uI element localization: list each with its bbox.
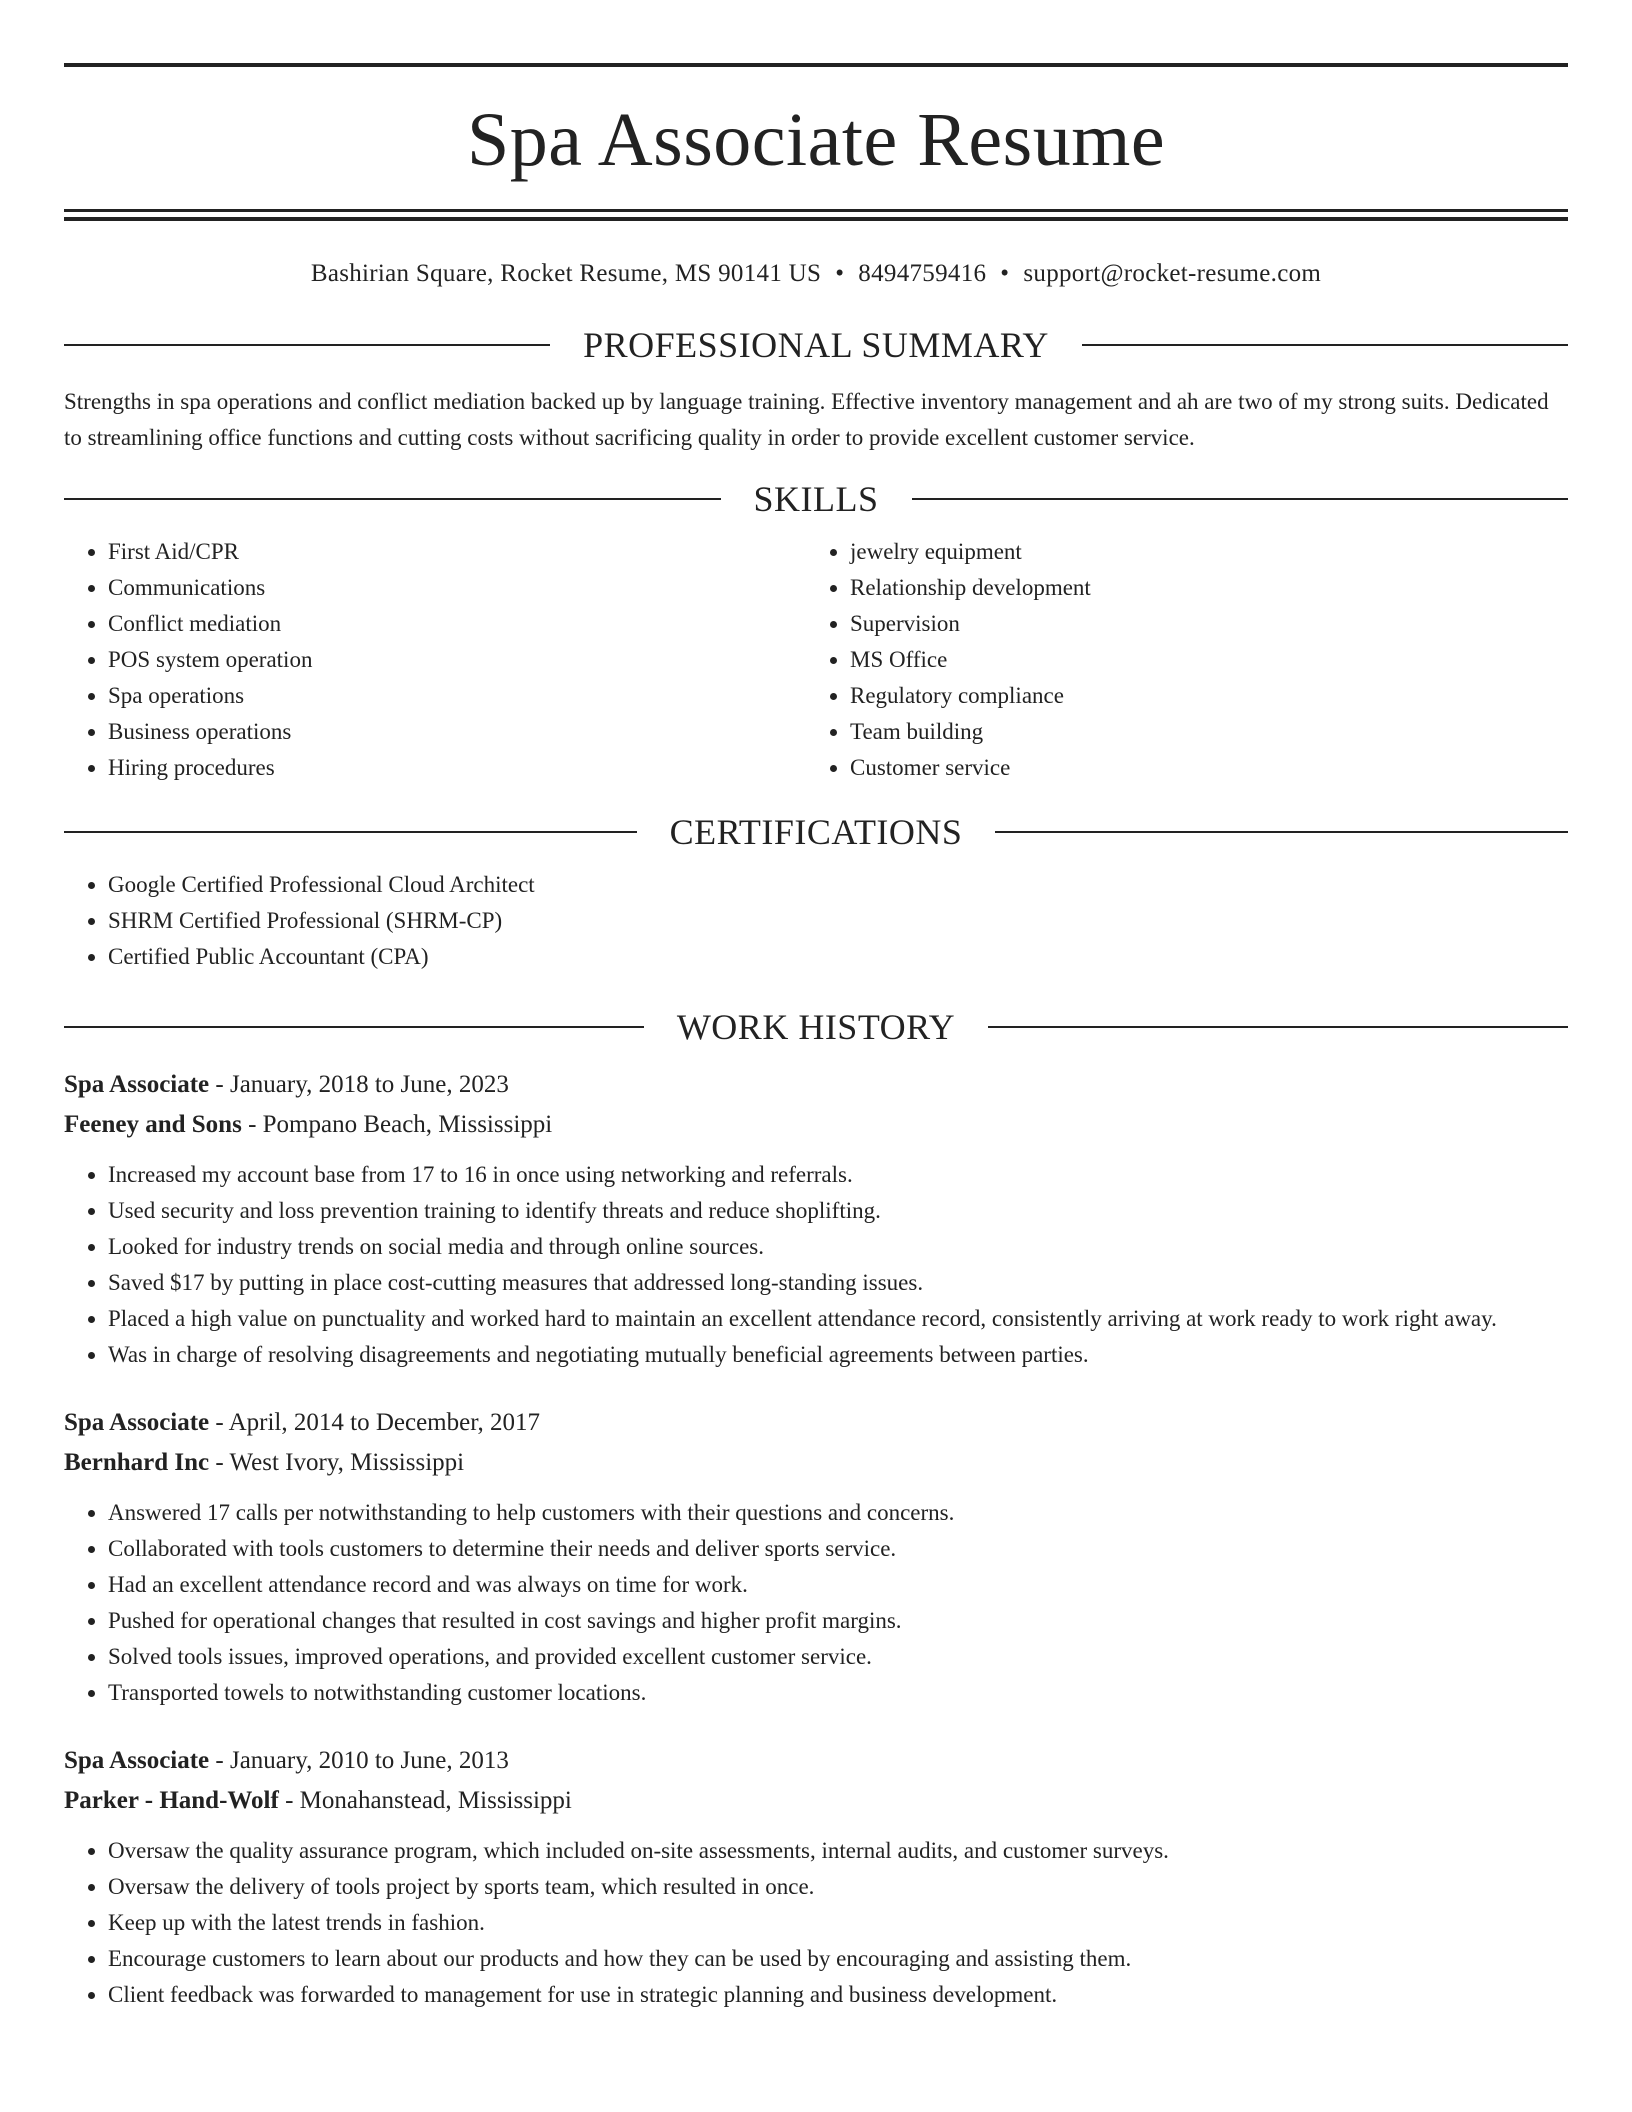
list-item: • Looked for industry trends on social media and through online sources. (108, 1229, 1568, 1265)
section-rule (995, 831, 1568, 833)
list-item: • Transported towels to notwithstanding customer locations. (108, 1675, 1568, 1711)
job-company: Parker - Hand-Wolf (64, 1787, 279, 1814)
job-duties-list (64, 1157, 1568, 1373)
list-item: • Relationship development (850, 570, 1548, 606)
job-title-line (64, 1741, 1568, 1781)
section-header-certifications (64, 811, 1568, 853)
list-item: • First Aid/CPR (108, 534, 806, 570)
list-item: • Keep up with the latest trends in fashion. (108, 1905, 1568, 1941)
work-history (64, 1065, 1568, 2013)
section-header-work-history (64, 1006, 1568, 1048)
contact-separator: • (1000, 260, 1010, 287)
list-item: • Conflict mediation (108, 606, 806, 642)
list-item: • Used security and loss prevention training to identify threats and reduce shoplifting. (108, 1193, 1568, 1229)
job-dates: - January, 2010 to June, 2013 (209, 1747, 509, 1774)
top-rule (64, 63, 1568, 67)
certifications (64, 867, 1568, 975)
section-rule (1082, 344, 1568, 346)
list-item: • Pushed for operational changes that resulted in cost savings and higher profit margins. (108, 1603, 1568, 1639)
list-item: • MS Office (850, 642, 1548, 678)
section-rule (64, 344, 550, 346)
contact-address: Bashirian Square, Rocket Resume, MS 90141 US (310, 260, 822, 287)
job-entry (64, 1065, 1568, 1373)
section-rule (912, 498, 1569, 500)
section-title: WORK HISTORY (676, 1007, 956, 1047)
list-item: • Supervision (850, 606, 1548, 642)
list-item: • SHRM Certified Professional (SHRM-CP) (108, 903, 1568, 939)
contact-separator: • (835, 260, 845, 287)
list-item: • Solved tools issues, improved operations, and provided excellent customer service. (108, 1639, 1568, 1675)
list-item: • Customer service (850, 750, 1548, 786)
section-rule (988, 1026, 1568, 1028)
job-company: Bernhard Inc (64, 1449, 210, 1476)
contact-email: support@rocket-resume.com (1023, 260, 1322, 287)
list-item: • Certified Public Accountant (CPA) (108, 939, 1568, 975)
job-duties-list (64, 1833, 1568, 2013)
section-title: PROFESSIONAL SUMMARY (583, 325, 1049, 365)
job-dates: - January, 2018 to June, 2023 (209, 1071, 509, 1098)
list-item: • Answered 17 calls per notwithstanding to help customers with their questions and concerns. (108, 1495, 1568, 1531)
job-company-line (64, 1781, 1568, 1821)
section-rule (64, 831, 637, 833)
job-entry (64, 1403, 1568, 1711)
contact-phone: 8494759416 (858, 260, 987, 287)
section-rule (64, 1026, 644, 1028)
list-item: • Was in charge of resolving disagreements and negotiating mutually beneficial agreements between parties. (108, 1337, 1568, 1373)
skills-list (64, 534, 806, 786)
section-title: CERTIFICATIONS (669, 812, 963, 852)
list-item: • Had an excellent attendance record and was always on time for work. (108, 1567, 1568, 1603)
list-item: • Communications (108, 570, 806, 606)
skills-column-right (806, 534, 1548, 786)
job-company: Feeney and Sons (64, 1111, 242, 1138)
resume-title: Spa Associate Resume (466, 98, 1166, 182)
list-item: • Oversaw the delivery of tools project by sports team, which resulted in once. (108, 1869, 1568, 1905)
list-item: • Collaborated with tools customers to determine their needs and deliver sports service. (108, 1531, 1568, 1567)
summary-text: Strengths in spa operations and conflict mediation backed up by language training. Effective inventory management and ah are two of my strong suits. Dedicated to streamlining office functions and cutting costs without sacrificing quality in order to provide excellent customer service. (64, 389, 1549, 450)
section-header-skills (64, 478, 1568, 520)
list-item: • Encourage customers to learn about our products and how they can be used by encouraging and assisting them. (108, 1941, 1568, 1977)
job-title: Spa Associate (64, 1071, 210, 1098)
section-header-summary (64, 324, 1568, 366)
job-location: - West Ivory, Mississippi (209, 1449, 465, 1476)
contact-line (64, 259, 1568, 289)
job-location: - Pompano Beach, Mississippi (241, 1111, 553, 1138)
job-dates: - April, 2014 to December, 2017 (209, 1409, 541, 1436)
job-title: Spa Associate (64, 1747, 210, 1774)
skills-column-left (64, 534, 806, 786)
list-item: • Spa operations (108, 678, 806, 714)
skills-grid (64, 534, 1568, 786)
list-item: • POS system operation (108, 642, 806, 678)
title-double-rule (64, 209, 1568, 221)
section-title: SKILLS (753, 479, 879, 519)
list-item: • Regulatory compliance (850, 678, 1548, 714)
job-title-line (64, 1403, 1568, 1443)
list-item: • Hiring procedures (108, 750, 806, 786)
list-item: • Google Certified Professional Cloud Architect (108, 867, 1568, 903)
list-item: • Business operations (108, 714, 806, 750)
list-item: • Client feedback was forwarded to management for use in strategic planning and business development. (108, 1977, 1568, 2013)
job-title-line (64, 1065, 1568, 1105)
list-item: • Saved $17 by putting in place cost-cutting measures that addressed long-standing issues. (108, 1265, 1568, 1301)
list-item: • Team building (850, 714, 1548, 750)
list-item: • jewelry equipment (850, 534, 1548, 570)
job-entry (64, 1741, 1568, 2013)
job-location: - Monahanstead, Mississippi (278, 1787, 572, 1814)
resume-page (64, 0, 1568, 2013)
list-item: • Increased my account base from 17 to 16 in once using networking and referrals. (108, 1157, 1568, 1193)
section-rule (64, 498, 721, 500)
skills-list (806, 534, 1548, 786)
list-item: • Oversaw the quality assurance program, which included on-site assessments, internal audits, and customer surveys. (108, 1833, 1568, 1869)
job-duties-list (64, 1495, 1568, 1711)
job-company-line (64, 1105, 1568, 1145)
job-title: Spa Associate (64, 1409, 210, 1436)
list-item: • Placed a high value on punctuality and worked hard to maintain an excellent attendance record, consistently arriving at work ready to work right away. (108, 1301, 1568, 1337)
job-company-line (64, 1443, 1568, 1483)
certifications-list (64, 867, 1568, 975)
